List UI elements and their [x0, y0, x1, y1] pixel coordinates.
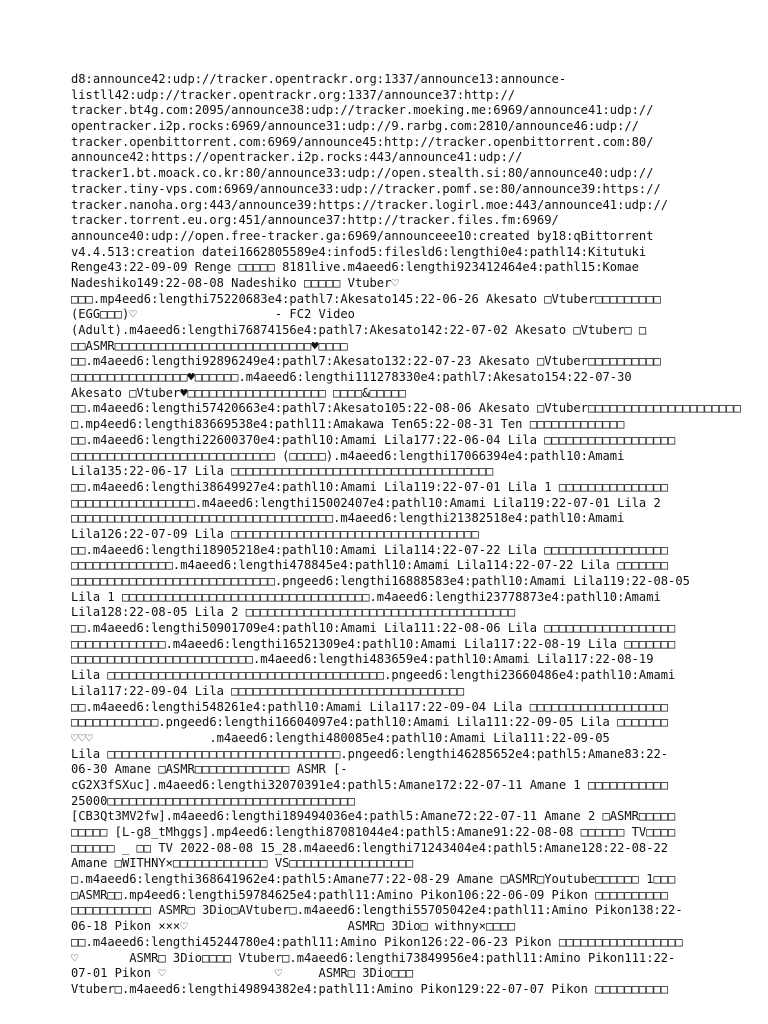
text-line: □ASMR□□.mp4eed6:lengthi59784625e4:pathl11:Amino Pikon106:22-06-09 Pikon □□□□□□□□□□ — [71, 887, 669, 902]
text-line: [CB3Qt3MV2fw].m4aeed6:lengthi189494036e4:pathl5:Amane72:22-07-11 Amane 2 □ASMR□□□□□ — [71, 809, 676, 824]
text-line: □□□□□□□□□□□□□□□□□□□□□□□□□□□□□□□□□□□□.m4aeed6:lengthi21382518e4:pathl10:Amami — [71, 511, 625, 526]
text-line: Vtuber□.m4aeed6:lengthi49894382e4:pathl11:Amino Pikon129:22-07-07 Pikon □□□□□□□□□□ — [71, 981, 669, 996]
text-line: 06-18 Pikon ×××♡ ASMR□ 3Dio□ withny×□□□□ — [71, 919, 516, 934]
text-line: □□.m4aeed6:lengthi45244780e4:pathl11:Amino Pikon126:22-06-23 Pikon □□□□□□□□□□□□□□□□□ — [71, 934, 683, 949]
text-line: Amane □WITHNY×□□□□□□□□□□□□□ VS□□□□□□□□□□□□□□□□□ — [71, 856, 414, 871]
text-line: □.mp4eed6:lengthi83669538e4:pathl11:Amakawa Ten65:22-08-31 Ten □□□□□□□□□□□□□ — [71, 417, 625, 432]
text-line: d8:announce42:udp://tracker.opentrackr.org:1337/announce13:announce- — [71, 72, 567, 86]
text-line: 25000□□□□□□□□□□□□□□□□□□□□□□□□□□□□□□□□□□ — [71, 793, 355, 808]
text-line: Lila 1 □□□□□□□□□□□□□□□□□□□□□□□□□□□□□□□□□□.m4aeed6:lengthi23778873e4:pathl10:Amami — [71, 589, 661, 604]
text-line: □□□□□□□□□□□□□□□□□□□□□□□□□□□□.pngeed6:lengthi16888583e4:pathl10:Amami Lila119:22-08-05 — [71, 574, 690, 588]
text-line: □□□□□□ _ □□ TV 2022-08-08 15_28.m4aeed6:lengthi71243404e4:pathl5:Amane128:22-08-22 — [71, 840, 669, 855]
text-line: □□.m4aeed6:lengthi50901709e4:pathl10:Amami Lila111:22-08-06 Lila □□□□□□□□□□□□□□□□□□ — [71, 621, 676, 636]
text-line: tracker.torrent.eu.org:451/announce37:http://tracker.files.fm:6969/ — [71, 213, 559, 228]
text-line: □□.m4aeed6:lengthi548261e4:pathl10:Amami Lila117:22-09-04 Lila □□□□□□□□□□□□□□□□□□□ — [71, 699, 669, 714]
text-line: listll42:udp://tracker.opentrackr.org:1337/announce37:http:// — [71, 87, 516, 102]
text-line: □□.m4aeed6:lengthi38649927e4:pathl10:Amami Lila119:22-07-01 Lila 1 □□□□□□□□□□□□□□□ — [71, 479, 669, 494]
text-line: tracker.openbittorrent.com:6969/announce45:http://tracker.openbittorrent.com:80/ — [71, 134, 654, 149]
text-line: Akesato □Vtuber♥□□□□□□□□□□□□□□□□□□□ □□□□&□□□□□ — [71, 385, 406, 400]
text-line: □.m4aeed6:lengthi368641962e4:pathl5:Amane77:22-08-29 Amane □ASMR□Youtube□□□□□□ 1□□□ — [71, 872, 676, 887]
text-line: □□.m4aeed6:lengthi57420663e4:pathl7:Akesato105:22-08-06 Akesato □Vtuber□□□□□□□□□□□□□□□□□□□□□ — [71, 401, 741, 416]
text-line: Lila117:22-09-04 Lila □□□□□□□□□□□□□□□□□□□□□□□□□□□□□□□□ — [71, 683, 465, 698]
text-line: Lila128:22-08-05 Lila 2 □□□□□□□□□□□□□□□□□□□□□□□□□□□□□□□□□□□□□ — [71, 605, 516, 620]
text-line: announce40:udp://open.free-tracker.ga:6969/announceee10:created by18:qBittorrent — [71, 228, 654, 243]
text-line: 06-30 Amane □ASMR□□□□□□□□□□□□□ ASMR [- — [71, 762, 348, 777]
text-line: □□□□□□□□□□□□□□□□□□□□□□□□□.m4aeed6:lengthi483659e4:pathl10:Amami Lila117:22-08-19 — [71, 652, 654, 667]
text-line: □□□□□□□□□□□□.pngeed6:lengthi16604097e4:pathl10:Amami Lila111:22-09-05 Lila □□□□□□□ — [71, 715, 669, 730]
text-line: cG2X3fSXuc].m4aeed6:lengthi32070391e4:pathl5:Amane172:22-07-11 Amane 1 □□□□□□□□□□□ — [71, 777, 669, 792]
text-line: tracker1.bt.moack.co.kr:80/announce33:udp://open.stealth.si:80/announce40:udp:// — [71, 166, 654, 181]
text-line: Lila135:22-06-17 Lila □□□□□□□□□□□□□□□□□□□□□□□□□□□□□□□□□□□□ — [71, 464, 494, 479]
text-line: Lila □□□□□□□□□□□□□□□□□□□□□□□□□□□□□□□□.pngeed6:lengthi46285652e4:pathl5:Amane83:22- — [71, 746, 669, 761]
text-line: tracker.nanoha.org:443/announce39:https://tracker.logirl.moe:443/announce41:udp:// — [71, 197, 669, 212]
text-line: Nadeshiko149:22-08-08 Nadeshiko □□□□□ Vtuber♡ — [71, 275, 399, 290]
text-line: tracker.bt4g.com:2095/announce38:udp://tracker.moeking.me:6969/announce41:udp:// — [71, 103, 654, 118]
text-line: opentracker.i2p.rocks:6969/announce31:udp://9.rarbg.com:2810/announce46:udp:// — [71, 119, 639, 134]
text-line: □□ASMR□□□□□□□□□□□□□□□□□□□□□□□□□□□♥□□□□ — [71, 338, 348, 353]
text-line: Lila □□□□□□□□□□□□□□□□□□□□□□□□□□□□□□□□□□□□□□.pngeed6:lengthi23660486e4:pathl10:Amami — [71, 668, 676, 683]
text-line: □□.m4aeed6:lengthi92896249e4:pathl7:Akesato132:22-07-23 Akesato □Vtuber□□□□□□□□□□ — [71, 354, 661, 369]
text-line: v4.4.513:creation datei1662805589e4:infod5:filesld6:lengthi0e4:pathl14:Kitutuki — [71, 244, 647, 259]
text-line: □□□□□□□□□□□□□□.m4aeed6:lengthi478845e4:pathl10:Amami Lila114:22-07-22 Lila □□□□□□□ — [71, 558, 669, 573]
text-line: ♡♡♡ .m4aeed6:lengthi480085e4:pathl10:Amami Lila111:22-09-05 — [71, 730, 610, 745]
text-line: □□□□□□□□□□□□□□□□□□□□□□□□□□□□ (□□□□□).m4aeed6:lengthi17066394e4:pathl10:Amami — [71, 448, 625, 463]
text-line: □□□□□□□□□□□ ASMR□ 3Dio□AVtuber□.m4aeed6:lengthi55705042e4:pathl11:Amino Pikon138:22- — [71, 903, 683, 918]
text-line: □□□□□□□□□□□□□.m4aeed6:lengthi16521309e4:pathl10:Amami Lila117:22-08-19 Lila □□□□□□□ — [71, 636, 676, 651]
text-line: □□□□□ [L-g8_tMhggs].mp4eed6:lengthi87081044e4:pathl5:Amane91:22-08-08 □□□□□□ TV□□□□ — [71, 825, 676, 839]
text-line: 07-01 Pikon ♡ ♡ ASMR□ 3Dio□□□ — [71, 966, 414, 981]
text-line: □□.m4aeed6:lengthi22600370e4:pathl10:Amami Lila177:22-06-04 Lila □□□□□□□□□□□□□□□□□□ — [71, 432, 676, 447]
document-text-body — [71, 72, 768, 996]
text-line: □□□□□□□□□□□□□□□□□.m4aeed6:lengthi15002407e4:pathl10:Amami Lila119:22-07-01 Lila 2 — [71, 495, 661, 510]
text-line: □□.m4aeed6:lengthi18905218e4:pathl10:Amami Lila114:22-07-22 Lila □□□□□□□□□□□□□□□□□ — [71, 542, 669, 557]
text-line: ♡ ASMR□ 3Dio□□□□ Vtuber□.m4aeed6:lengthi73849956e4:pathl11:Amino Pikon111:22- — [71, 950, 676, 965]
text-line: (Adult).m4aeed6:lengthi76874156e4:pathl7:Akesato142:22-07-02 Akesato □Vtuber□ □ — [71, 323, 647, 337]
text-line: Lila126:22-07-09 Lila □□□□□□□□□□□□□□□□□□□□□□□□□□□□□□□□□□ — [71, 526, 479, 541]
text-line: □□□□□□□□□□□□□□□□♥□□□□□□.m4aeed6:lengthi111278330e4:pathl7:Akesato154:22-07-30 — [71, 370, 632, 385]
text-line: (EGG□□□)♡ - FC2 Video — [71, 307, 355, 322]
text-line: Renge43:22-09-09 Renge □□□□□ 8181live.m4aeed6:lengthi923412464e4:pathl15:Komae — [71, 260, 639, 275]
text-line: tracker.tiny-vps.com:6969/announce33:udp://tracker.pomf.se:80/announce39:https:// — [71, 181, 661, 196]
text-line: □□□.mp4eed6:lengthi75220683e4:pathl7:Akesato145:22-06-26 Akesato □Vtuber□□□□□□□□□ — [71, 291, 661, 306]
text-line: announce42:https://opentracker.i2p.rocks:443/announce41:udp:// — [71, 150, 523, 165]
